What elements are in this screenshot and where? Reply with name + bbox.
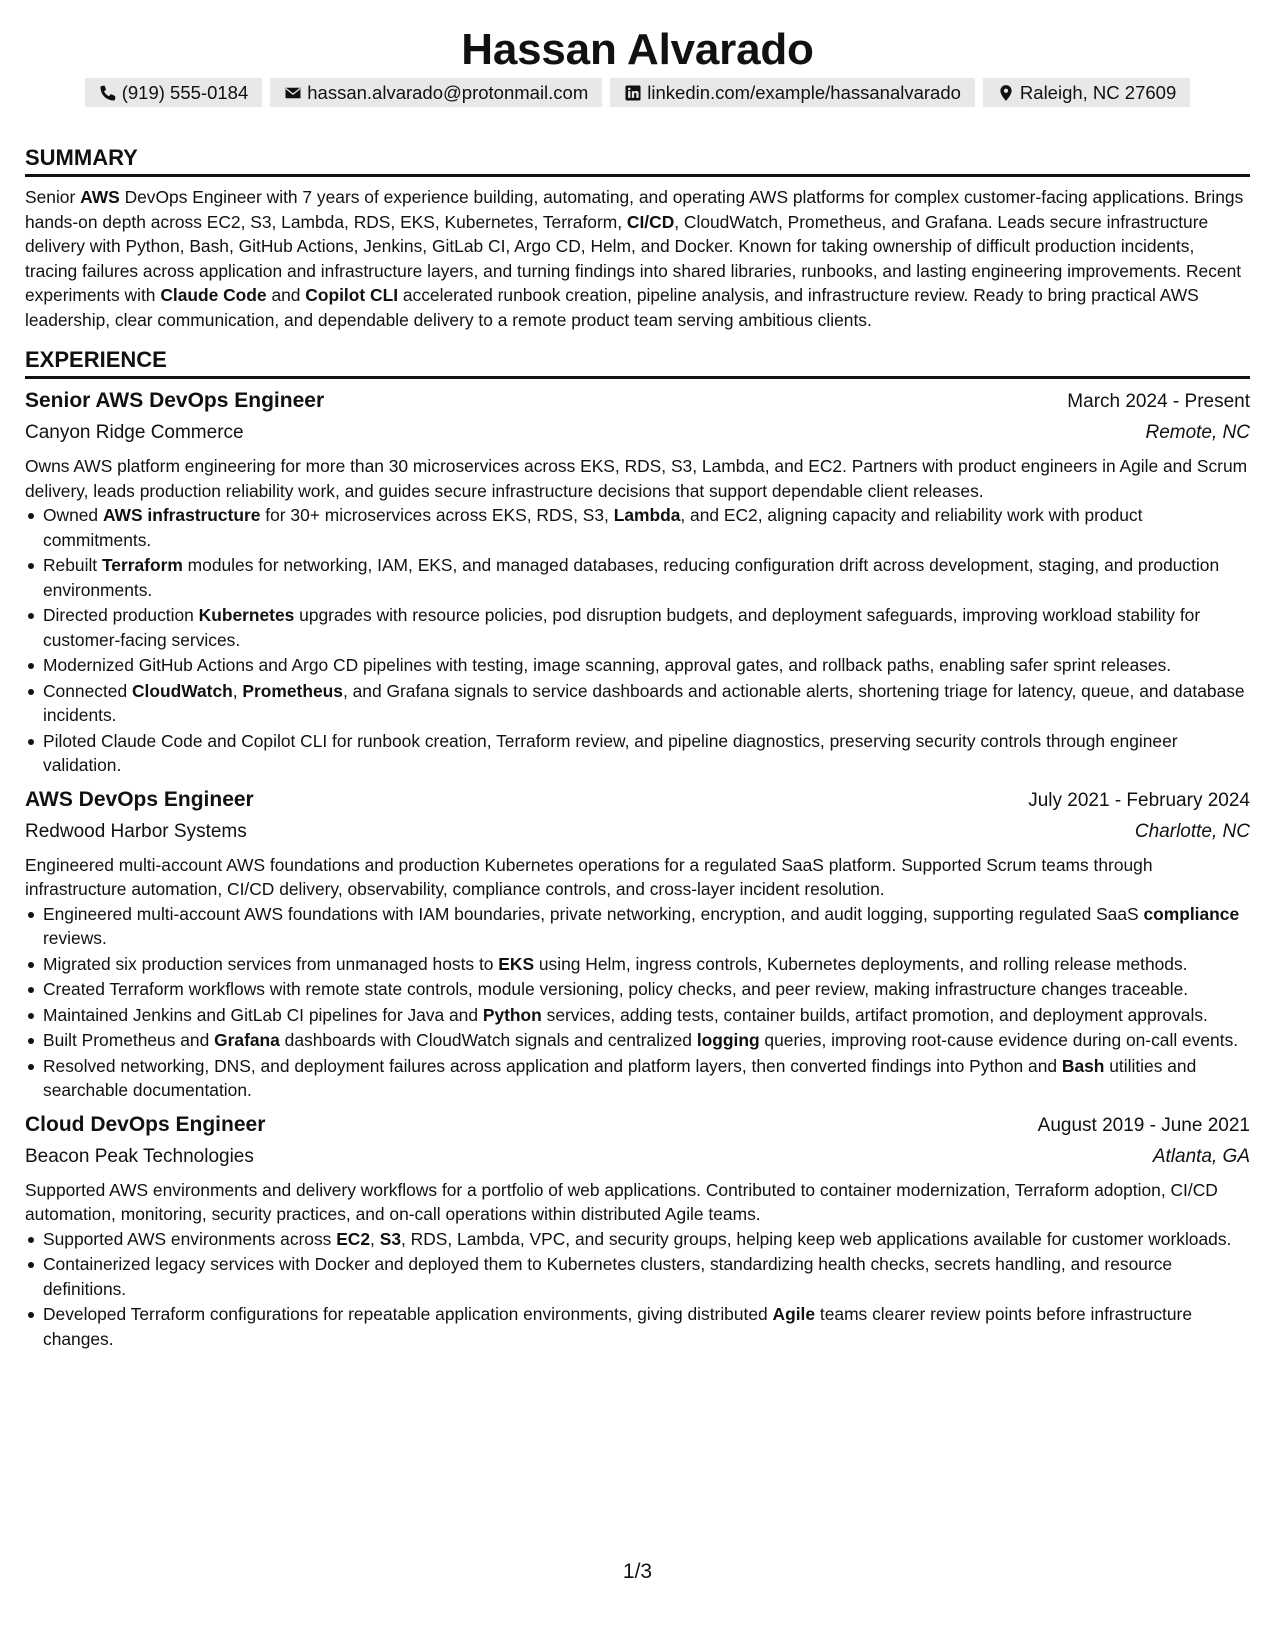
bullet-item: Engineered multi-account AWS foundations with IAM boundaries, private networking, encryption, and audit logging, supporting regulated SaaS compliance reviews. <box>43 902 1250 951</box>
bold-keyword: S3 <box>379 1228 401 1249</box>
bold-keyword: Terraform <box>101 555 183 575</box>
contact-phone <box>85 78 263 107</box>
bullet-item: Owned AWS infrastructure for 30+ microservices across EKS, RDS, S3, Lambda, and EC2, aligning capacity and reliability work with product commitments. <box>43 503 1250 552</box>
bullet-item: Migrated six production services from unmanaged hosts to EKS using Helm, ingress controls, Kubernetes deployments, and rolling release methods. <box>43 952 1250 977</box>
job-dates: July 2021 - February 2024 <box>1028 789 1250 811</box>
bold-keyword: EKS <box>498 953 535 974</box>
job-location: Atlanta, GA <box>1152 1145 1250 1167</box>
resume-content <box>25 142 1250 1352</box>
bold-keyword: Claude Code <box>160 285 267 305</box>
linkedin-text[interactable]: linkedin.com/example/hassanalvarado <box>647 82 961 103</box>
bullet-item: Connected CloudWatch, Prometheus, and Grafana signals to service dashboards and actionable alerts, shortening triage for latency, queue, and database incidents. <box>43 679 1250 728</box>
job-title: Cloud DevOps Engineer <box>25 1112 266 1136</box>
job-description: Engineered multi-account AWS foundations and production Kubernetes operations for a regulated SaaS platform. Supported Scrum teams through infrastructure automation, CI/CD delivery, observability, compliance controls, and cross-layer incident resolution. <box>25 854 1153 899</box>
job-dates: March 2024 - Present <box>1067 391 1250 412</box>
linkedin-icon <box>624 84 642 102</box>
bullet-item: Modernized GitHub Actions and Argo CD pipelines with testing, image scanning, approval gates, and rollback paths, enabling safer sprint releases. <box>43 653 1250 678</box>
bullet-item: Supported AWS environments across EC2, S3, RDS, Lambda, VPC, and security groups, helping keep web applications available for customer workloads. <box>43 1227 1250 1252</box>
page-number: 1/3 <box>622 1560 653 1583</box>
job-description: Supported AWS environments and delivery workflows for a portfolio of web applications. Contributed to container modernization, Terraform adoption, CI/CD automation, monitoring, security practices, and on-call operations within distributed Agile teams. <box>25 1179 1218 1224</box>
bullet-item: Built Prometheus and Grafana dashboards with CloudWatch signals and centralized logging queries, improving root-cause evidence during on-call events. <box>43 1028 1250 1053</box>
contact-email[interactable] <box>270 78 602 107</box>
bullet-item: Containerized legacy services with Docker and deployed them to Kubernetes clusters, standardizing health checks, secrets handling, and resource definitions. <box>43 1252 1250 1301</box>
job-bullets <box>25 503 1250 778</box>
summary-text: Senior AWS DevOps Engineer with 7 years of experience building, automating, and operating AWS platforms for complex customer-facing applications. Brings hands-on depth across EC2, S3, Lambda, RDS, EKS, Kubernetes, Terraform, CI/CD, CloudWatch, Prometheus, and Grafana. Leads secure infrastructure delivery with Python, Bash, GitHub Actions, Jenkins, GitLab CI, Argo CD, Helm, and Docker. Known for taking ownership of difficult production incidents, tracing failures across application and infrastructure layers, and turning findings into shared libraries, runbooks, and lasting engineering improvements. Recent experiments with Claude Code and Copilot CLI accelerated runbook creation, pipeline analysis, and infrastructure review. Ready to bring practical AWS leadership, clear communication, and dependable delivery to a remote product team serving ambitious clients. <box>25 187 1244 330</box>
job-list <box>25 385 1250 1351</box>
job-title: AWS DevOps Engineer <box>25 787 254 811</box>
bold-keyword: CI/CD <box>626 211 675 232</box>
bold-keyword: Grafana <box>214 1030 280 1050</box>
bold-keyword: Lambda <box>613 505 681 525</box>
contact-bar <box>0 78 1275 107</box>
summary-heading: SUMMARY <box>25 142 1250 177</box>
job-location: Remote, NC <box>1145 422 1250 443</box>
location-text: Raleigh, NC 27609 <box>1019 82 1177 103</box>
bold-keyword: AWS infrastructure <box>102 505 261 525</box>
job-bullets <box>25 902 1250 1103</box>
bullet-item: Developed Terraform configurations for repeatable application environments, giving distributed Agile teams clearer review points before infrastructure changes. <box>43 1302 1250 1351</box>
bold-keyword: AWS <box>80 187 120 207</box>
bold-keyword: Kubernetes <box>198 605 295 625</box>
summary-section <box>25 142 1250 332</box>
contact-location <box>983 78 1190 107</box>
job-location: Charlotte, NC <box>1134 820 1250 842</box>
bullet-item: Piloted Claude Code and Copilot CLI for runbook creation, Terraform review, and pipeline diagnostics, preserving security controls through engineer validation. <box>43 729 1250 778</box>
job-entry <box>25 385 1250 778</box>
bold-keyword: EC2 <box>336 1228 371 1249</box>
job-entry <box>25 784 1250 1103</box>
phone-icon <box>99 84 117 102</box>
bold-keyword: Python <box>482 1004 542 1025</box>
bold-keyword: Copilot CLI <box>305 285 399 305</box>
job-description: Owns AWS platform engineering for more than 30 microservices across EKS, RDS, S3, Lambda, and EC2. Partners with product engineers in Agile and Scrum delivery, leads production reliability work, and guides secure infrastructure decisions that support dependable client releases. <box>25 456 1248 501</box>
bold-keyword: Agile <box>772 1304 816 1324</box>
bullet-item: Resolved networking, DNS, and deployment failures across application and platform layers, then converted findings into Python and Bash utilities and searchable documentation. <box>43 1054 1250 1103</box>
bullet-item: Maintained Jenkins and GitLab CI pipelines for Java and Python services, adding tests, container builds, artifact promotion, and deployment approvals. <box>43 1003 1250 1028</box>
job-company: Beacon Peak Technologies <box>25 1145 254 1167</box>
bold-keyword: logging <box>696 1030 760 1050</box>
phone-text: (919) 555-0184 <box>121 82 249 103</box>
bullet-item: Directed production Kubernetes upgrades with resource policies, pod disruption budgets, and deployment safeguards, improving workload stability for customer-facing services. <box>43 603 1250 652</box>
bullet-item: Rebuilt Terraform modules for networking, IAM, EKS, and managed databases, reducing configuration drift across development, staging, and production environments. <box>43 553 1250 602</box>
envelope-icon <box>284 84 302 102</box>
bold-keyword: Prometheus <box>242 680 343 701</box>
bullet-item: Created Terraform workflows with remote state controls, module versioning, policy checks, and peer review, making infrastructure changes traceable. <box>43 977 1250 1002</box>
experience-heading: EXPERIENCE <box>25 344 1250 379</box>
map-pin-icon <box>997 84 1015 102</box>
bold-keyword: compliance <box>1143 903 1240 924</box>
bold-keyword: CloudWatch <box>131 680 233 701</box>
job-company: Redwood Harbor Systems <box>25 820 247 842</box>
job-bullets <box>25 1227 1250 1352</box>
bold-keyword: Bash <box>1061 1055 1105 1076</box>
experience-section <box>25 344 1250 1351</box>
contact-linkedin[interactable] <box>610 78 975 107</box>
job-company: Canyon Ridge Commerce <box>25 422 244 443</box>
job-entry <box>25 1109 1250 1352</box>
job-title: Senior AWS DevOps Engineer <box>25 389 325 412</box>
email-text[interactable]: hassan.alvarado@protonmail.com <box>307 82 589 103</box>
job-dates: August 2019 - June 2021 <box>1037 1114 1250 1136</box>
candidate-name: Hassan Alvarado <box>461 25 814 74</box>
